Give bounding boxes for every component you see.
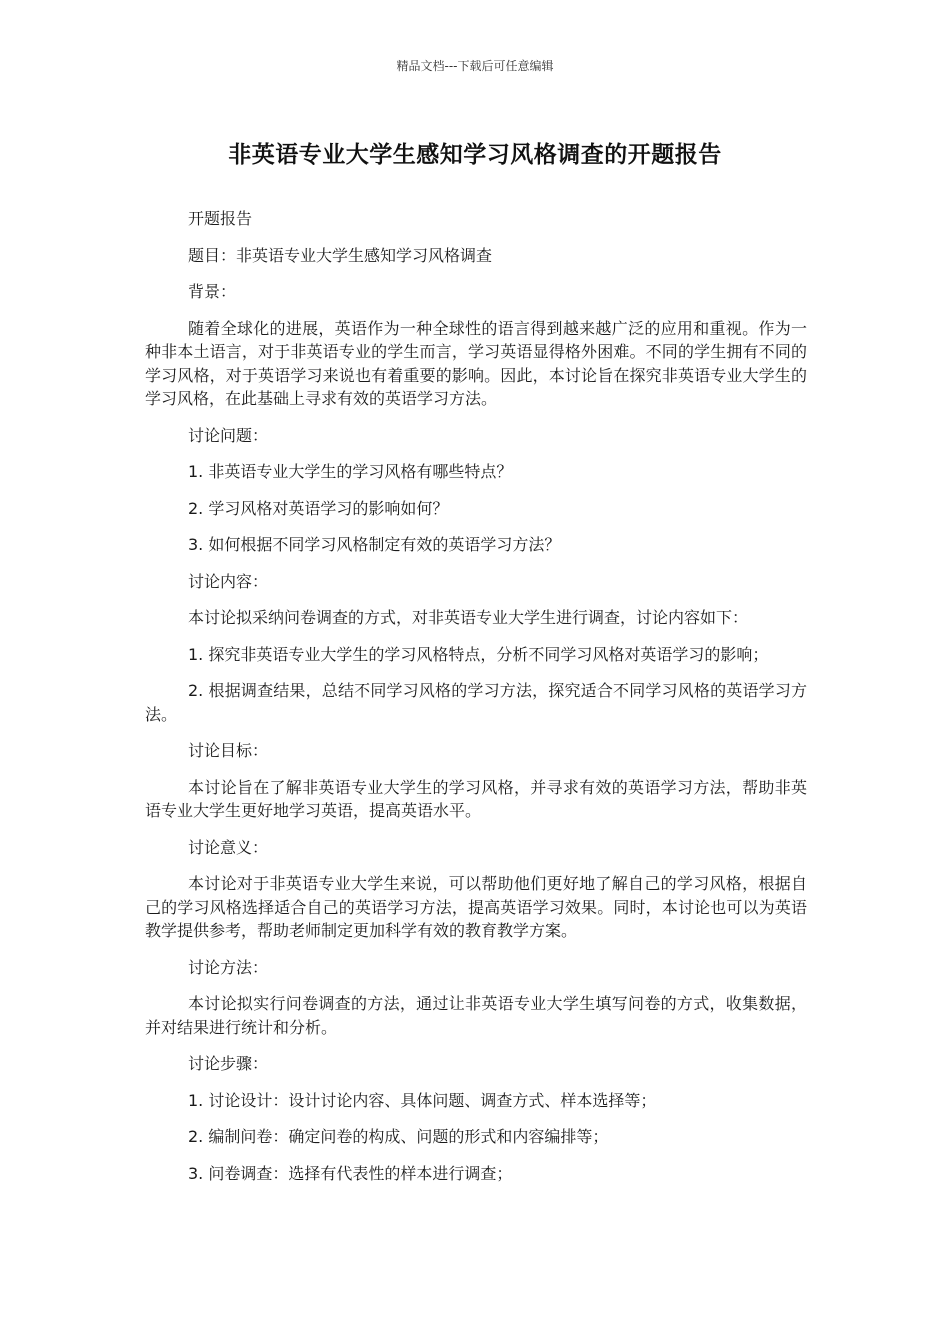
header-note: 精品文档---下载后可任意编辑 (396, 59, 554, 73)
paragraph-heading-questions: 讨论问题： (188, 425, 269, 445)
paragraph-content-1: 1. 探究非英语专业大学生的学习风格特点，分析不同学习风格对英语学习的影响； (188, 644, 769, 664)
paragraph-method: 本讨论拟实行问卷调查的方法，通过让非英语专业大学生填写问卷的方式，收集数据，并对结果进行统计和分析。 (145, 994, 807, 1037)
paragraph-question-3: 3. 如何根据不同学习风格制定有效的英语学习方法？ (188, 535, 561, 554)
paragraph-topic: 题目：非英语专业大学生感知学习风格调查 (188, 245, 493, 265)
paragraph-background: 随着全球化的进展，英语作为一种全球性的语言得到越来越广泛的应用和重视。作为一种非本土语言，对于非英语专业的学生而言，学习英语显得格外困难。不同的学生拥有不同的学习风格，对于英语学习来说也有着重要的影响。因此，本讨论旨在探究非英语专业大学生的学习风格，在此基础上寻求有效的英语学习方法。 (145, 318, 807, 408)
paragraph-step-1: 1. 讨论设计：设计讨论内容、具体问题、调查方式、样本选择等； (188, 1090, 657, 1110)
document-title: 非英语专业大学生感知学习风格调查的开题报告 (228, 142, 722, 168)
paragraph-heading-background: 背景： (188, 282, 237, 301)
document-body (145, 207, 807, 1198)
paragraph-question-2: 2. 学习风格对英语学习的影响如何？ (188, 498, 449, 518)
paragraph-content-intro: 本讨论拟采纳问卷调查的方式，对非英语专业大学生进行调查，讨论内容如下： (188, 608, 749, 627)
paragraph-step-3: 3. 问卷调查：选择有代表性的样本进行调查； (188, 1163, 513, 1183)
paragraph-content-2: 2. 根据调查结果，总结不同学习风格的学习方法，探究适合不同学习风格的英语学习方法。 (145, 681, 807, 724)
paragraph-heading-significance: 讨论意义： (188, 837, 269, 857)
paragraph-step-2: 2. 编制问卷：确定问卷的构成、问题的形式和内容编排等； (188, 1127, 609, 1146)
paragraph-heading-steps: 讨论步骤： (188, 1054, 269, 1073)
paragraph-heading-kaiti: 开题报告 (188, 209, 253, 228)
paragraph-heading-content: 讨论内容： (188, 571, 269, 591)
paragraph-heading-goal: 讨论目标： (188, 741, 269, 760)
paragraph-question-1: 1. 非英语专业大学生的学习风格有哪些特点？ (188, 462, 513, 481)
paragraph-heading-method: 讨论方法： (188, 957, 269, 977)
paragraph-significance: 本讨论对于非英语专业大学生来说，可以帮助他们更好地了解自己的学习风格，根据自己的学习风格选择适合自己的英语学习方法，提高英语学习效果。同时，本讨论也可以为英语教学提供参考，帮助老师制定更加科学有效的教育教学方案。 (145, 874, 807, 940)
paragraph-goal: 本讨论旨在了解非英语专业大学生的学习风格，并寻求有效的英语学习方法，帮助非英语专业大学生更好地学习英语，提高英语水平。 (145, 777, 807, 820)
